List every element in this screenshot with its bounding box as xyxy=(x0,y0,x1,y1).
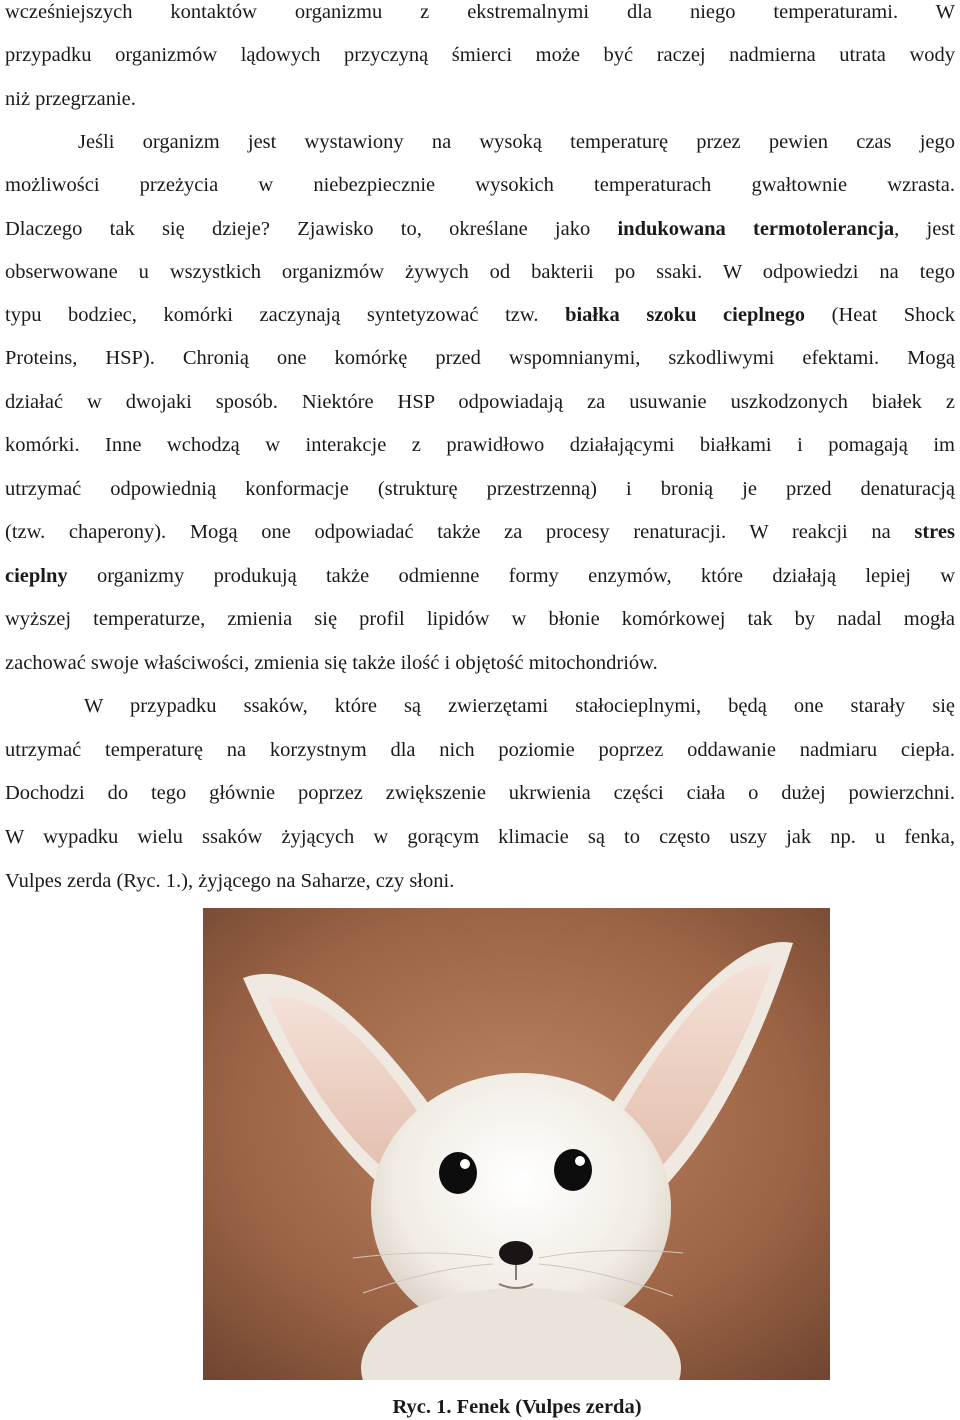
text-line: Vulpes zerda (Ryc. 1.), żyjącego na Saharze, czy słoni. xyxy=(5,870,455,892)
bold-term-stres: stres xyxy=(914,521,955,543)
text-line: możliwości przeżycia w niebezpiecznie wysokich temperaturach gwałtownie wzrasta. xyxy=(5,174,955,196)
text-line: W przypadku ssaków, które są zwierzętami stałocieplnymi, będą one starały się xyxy=(84,695,955,717)
text-line: wyższej temperaturze, zmienia się profil lipidów w błonie komórkowej tak by nadal mogła xyxy=(5,608,955,630)
fennec-fox-photo xyxy=(203,908,830,1380)
bold-term-induced-thermotolerance: indukowana termotolerancja xyxy=(617,218,895,240)
text-line: działać w dwojaki sposób. Niektóre HSP odpowiadają za usuwanie uszkodzonych białek z xyxy=(5,391,955,413)
left-eye-highlight xyxy=(460,1159,470,1169)
figure-caption: Ryc. 1. Fenek (Vulpes zerda) xyxy=(392,1396,642,1418)
text-line: niż przegrzanie. xyxy=(5,88,136,110)
text-line: W wypadku wielu ssaków żyjących w gorącym klimacie są to często uszy jak np. u fenka, xyxy=(5,826,955,848)
text-line xyxy=(5,564,955,588)
text-line xyxy=(5,303,955,327)
text-line: Dochodzi do tego głównie poprzez zwiększenie ukrwienia części ciała o dużej powierzchni. xyxy=(5,782,955,804)
text-line: obserwowane u wszystkich organizmów żywych od bakterii po ssaki. W odpowiedzi na tego xyxy=(5,261,955,283)
text-line: Jeśli organizm jest wystawiony na wysoką temperaturę przez pewien czas jego xyxy=(78,131,955,153)
text-span: (tzw. chaperony). Mogą one odpowiadać także za procesy renaturacji. W reakcji na xyxy=(5,521,915,543)
text-line: zachować swoje właściwości, zmienia się także ilość i objętość mitochondriów. xyxy=(5,652,658,674)
text-span: organizmy produkują także odmienne formy enzymów, które działają lepiej w xyxy=(67,565,955,587)
fox-nose xyxy=(499,1241,533,1265)
text-span: , jest xyxy=(894,218,956,240)
right-eye-highlight xyxy=(575,1156,585,1166)
bold-term-heat-shock-proteins: białka szoku cieplnego xyxy=(565,304,806,326)
text-line: wcześniejszych kontaktów organizmu z ekstremalnymi dla niego temperaturami. W xyxy=(5,1,955,23)
right-eye xyxy=(554,1149,592,1191)
text-line xyxy=(5,217,955,241)
text-span: typu bodziec, komórki zaczynają syntetyzować tzw. xyxy=(5,304,566,326)
text-line: komórki. Inne wchodzą w interakcje z prawidłowo działającymi białkami i pomagają im xyxy=(5,434,955,456)
text-line: utrzymać temperaturę na korzystnym dla nich poziomie poprzez oddawanie nadmiaru ciepła. xyxy=(5,739,955,761)
text-line: Proteins, HSP). Chronią one komórkę przed wspomnianymi, szkodliwymi efektami. Mogą xyxy=(5,347,955,369)
text-line: utrzymać odpowiednią konformacje (strukturę przestrzenną) i bronią je przed denaturacją xyxy=(5,478,955,500)
fennec-fox-illustration xyxy=(203,908,830,1380)
text-span: Dlaczego tak się dzieje? Zjawisko to, określane jako xyxy=(5,218,618,240)
text-line xyxy=(5,520,955,544)
text-span: (Heat Shock xyxy=(805,304,956,326)
bold-term-cieplny: cieplny xyxy=(5,565,68,587)
text-line: przypadku organizmów lądowych przyczyną śmierci może być raczej nadmierna utrata wody xyxy=(5,44,955,66)
left-eye xyxy=(439,1152,477,1194)
